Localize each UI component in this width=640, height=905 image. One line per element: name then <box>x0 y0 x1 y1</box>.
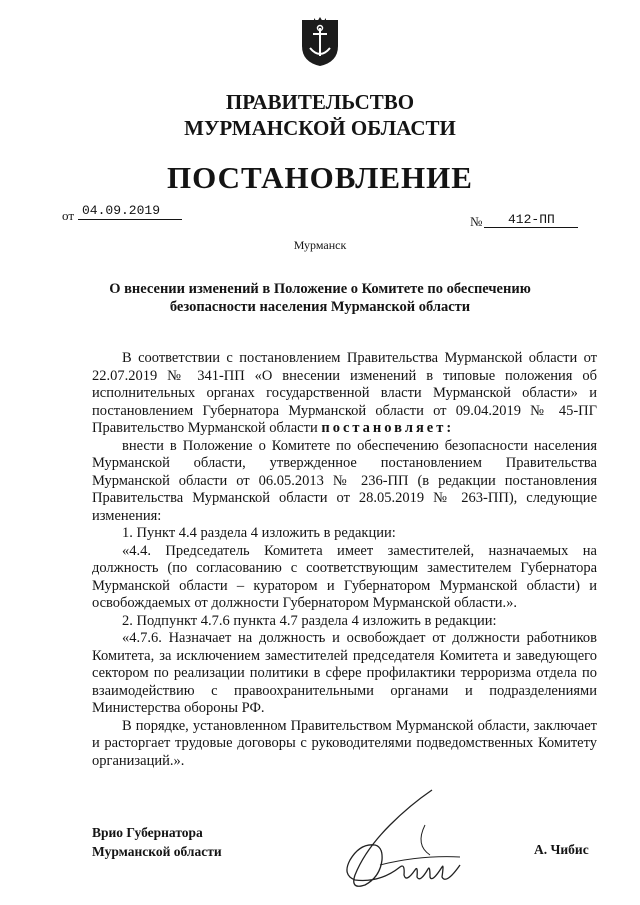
coat-of-arms-icon <box>300 16 340 68</box>
signatory-position: Врио Губернатора Мурманской области <box>92 825 222 859</box>
city: Мурманск <box>293 238 347 252</box>
signatory-name: А. Чибис <box>534 842 589 857</box>
resolves-word: постановляет: <box>321 420 455 436</box>
document-subject: О внесении изменений в Положение о Комитете по обеспечению безопасности населения Мурманской области <box>109 281 531 315</box>
number-prefix: № <box>470 214 483 229</box>
body-paragraph: 1. Пункт 4.4 раздела 4 изложить в редакции: <box>122 525 396 541</box>
body-paragraph: «4.7.6. Назначает на должность и освобождает от должности работников Комитета, за исключением заместителей председателя Комитета и заведующего сектором по реализации политики в сфере профилактики терроризма отдела по взаимодействию с правоохранительными органами и подразделениями Министерства обороны РФ. <box>92 630 597 716</box>
government-title-line1: ПРАВИТЕЛЬСТВО <box>225 90 415 114</box>
government-title-line2: МУРМАНСКОЙ ОБЛАСТИ <box>184 116 456 140</box>
handwritten-signature <box>320 785 470 900</box>
document-number: 412-ПП <box>484 212 578 228</box>
body-paragraph: «4.4. Председатель Комитета имеет заместителей, назначаемых на должность (по согласованию с соответствующим заместителем Губернатора Мурманской области – куратором и Губернатором Мурманской области) и освобождаемых от должности Губернатором Мурманской области.». <box>92 542 597 611</box>
body-paragraph: внести в Положение о Комитете по обеспечению безопасности населения Мурманской области, утвержденное постановлением Правительства Мурманской области от 06.05.2013 № 236-ПП (в редакции постановления Правительства Мурманской области от 28.05.2019 № 263-ПП), следующие изменения: <box>92 437 597 524</box>
body-paragraph: В порядке, установленном Правительством Мурманской области, заключает и расторгает трудовые договоры с руководителями подведомственных Комитету организаций.». <box>92 717 597 769</box>
date-prefix: от <box>62 208 75 223</box>
body-paragraph: В соответствии с постановлением Правительства Мурманской области от 22.07.2019 № 341-ПП «О внесении изменений в типовые положения об исполнительных органах государственной власти Мурманской области» и постановлением Губернатора Мурманской области от 09.04.2019 № 45-ПГ Правительство Мурманской области постановляет: <box>92 350 597 436</box>
document-type: ПОСТАНОВЛЕНИЕ <box>167 160 473 195</box>
body-paragraph: 2. Подпункт 4.7.6 пункта 4.7 раздела 4 изложить в редакции: <box>122 612 497 629</box>
document-date: 04.09.2019 <box>78 203 182 220</box>
document-body <box>92 350 597 770</box>
